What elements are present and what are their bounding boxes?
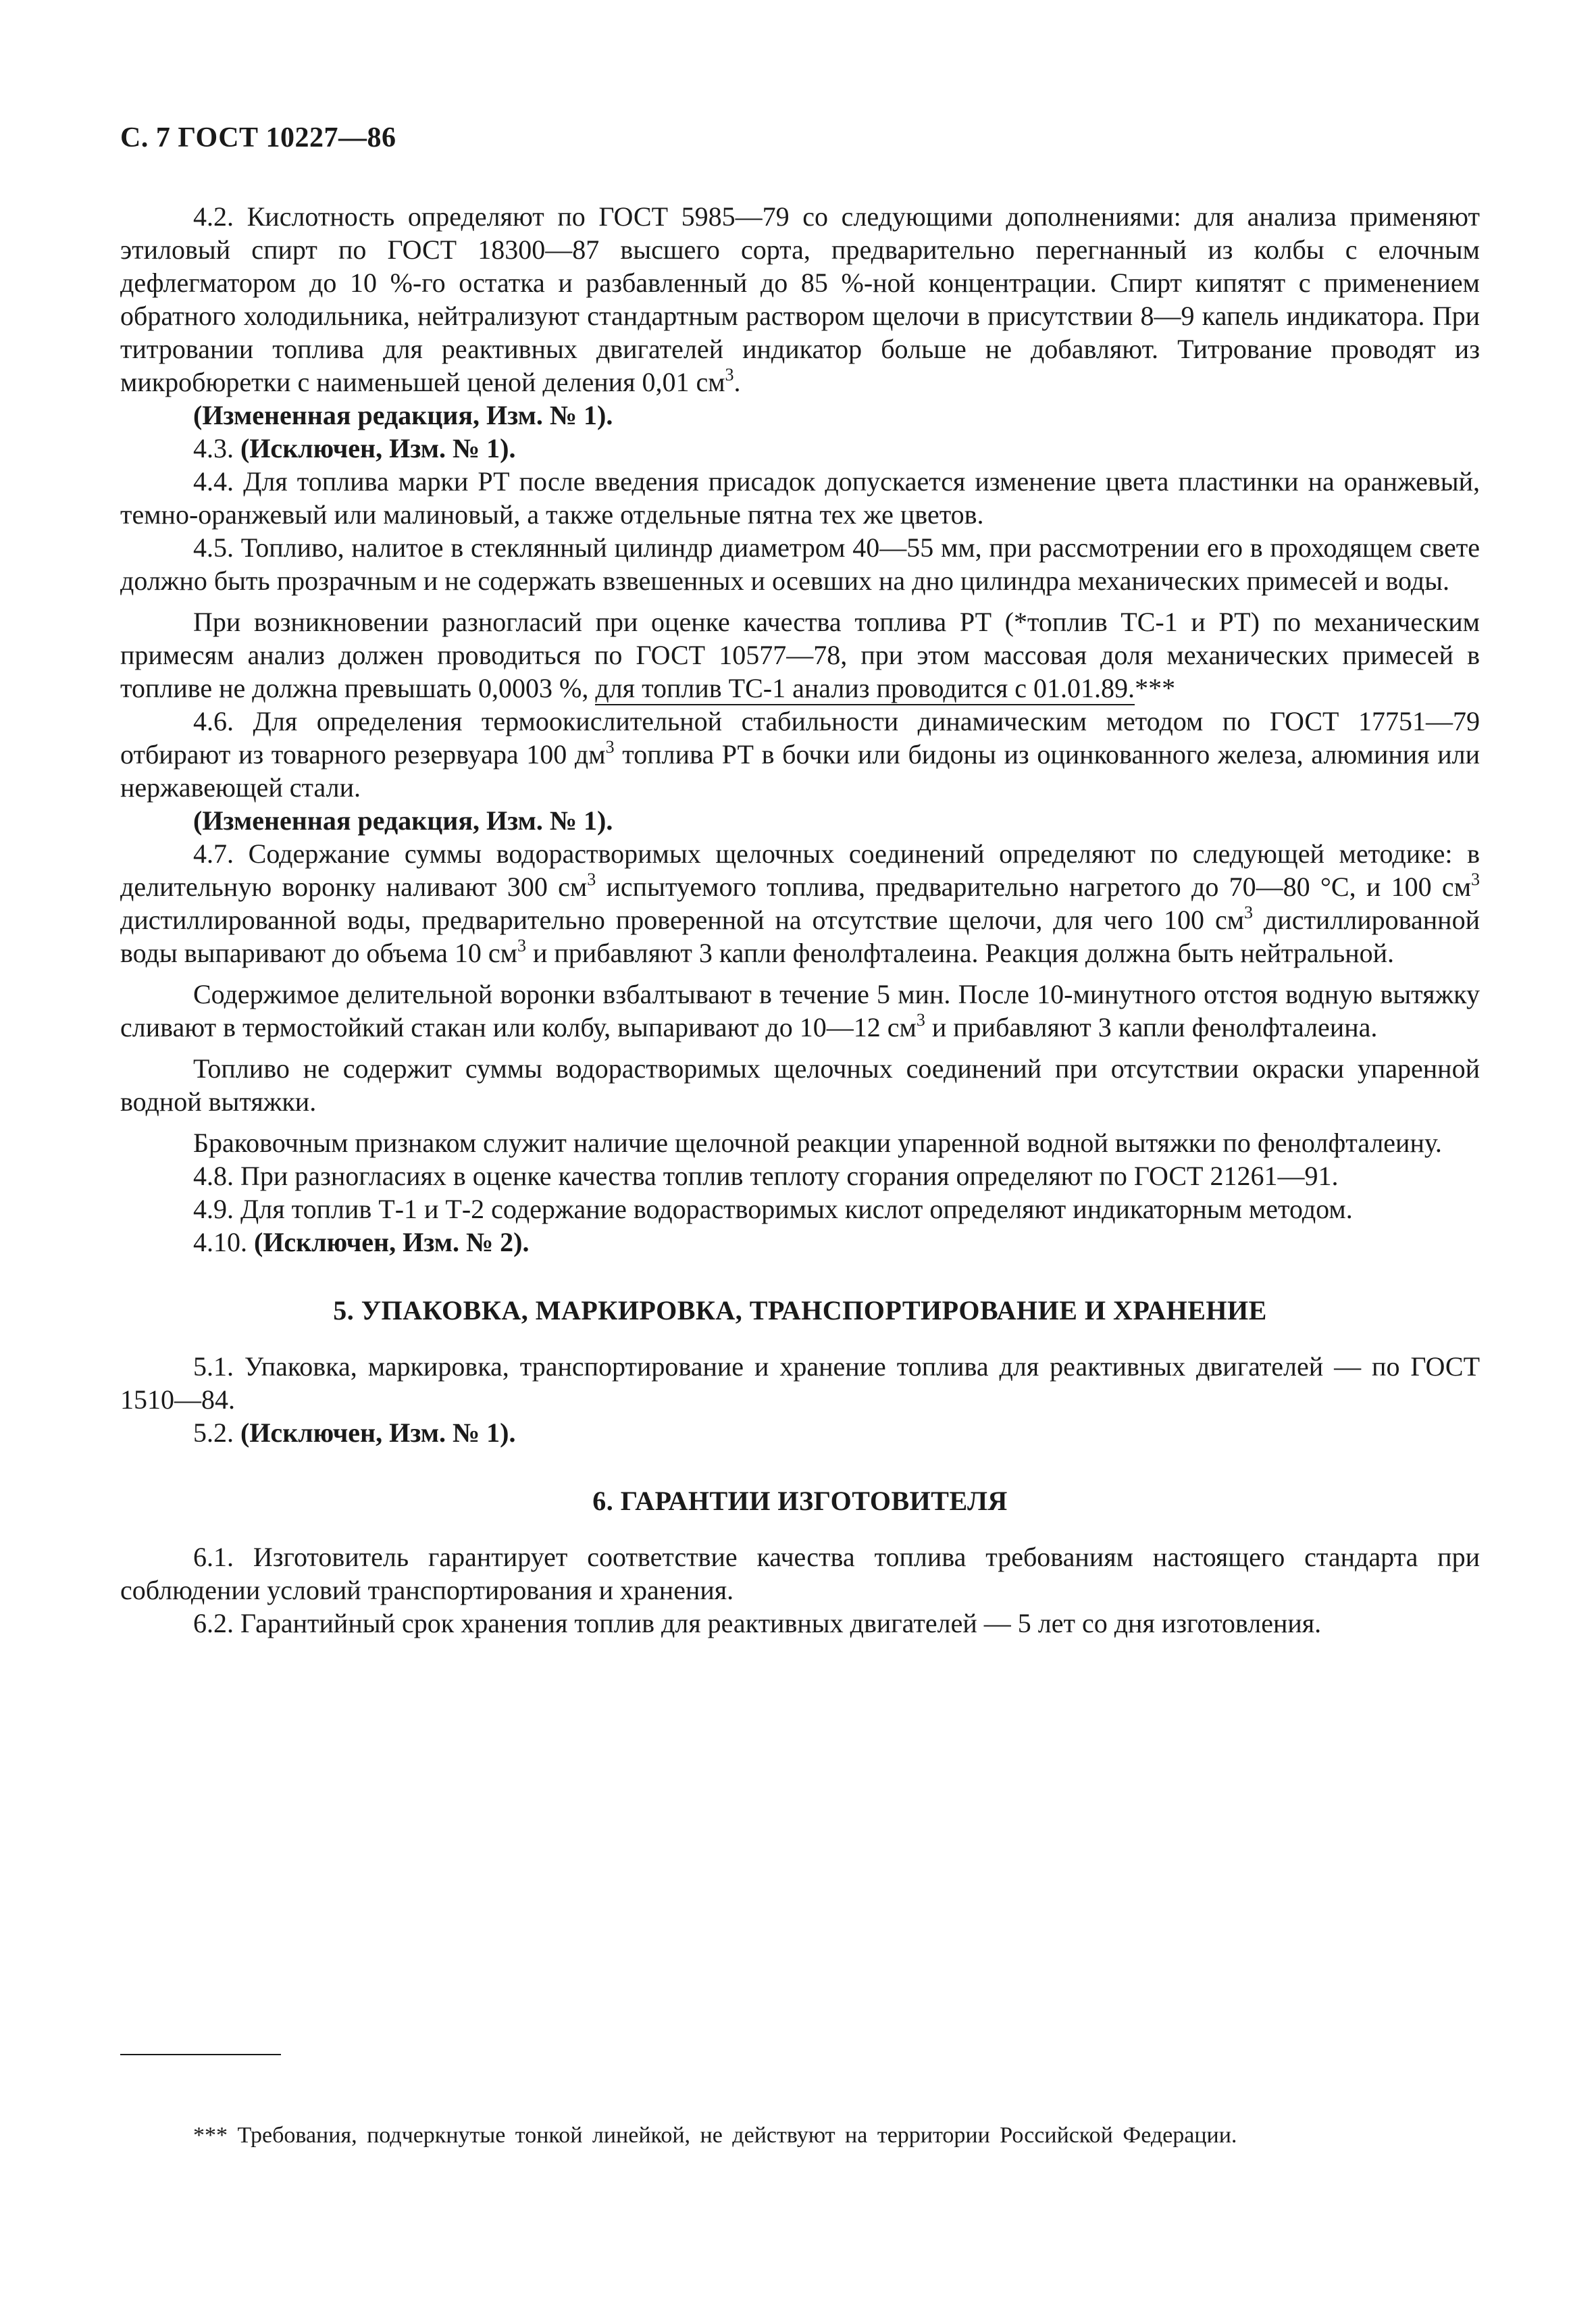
paragraph-4-3: 4.3. (Исключен, Изм. № 1). <box>193 433 516 463</box>
paragraph-4-7: 4.7. Содержание суммы водорастворимых щелочных соединений определяют по следующей методике: в делительную воронку наливают 300 $см^3$ испытуемого топлива, предварительно нагретого до 70—80 °С, и 100 $см^3$ дистиллированной воды, предварительно проверенной на отсутствие щелочи, для чего 100 $см^3$ дистиллированной воды выпаривают до объема 10 $см^3$ и прибавляют 3 капли фенолфталеина. Реакция должна быть нейтральной. <box>120 838 1481 968</box>
paragraph-4-10: 4.10. (Исключен, Изм. № 2). <box>193 1227 530 1257</box>
underlined-requirement: для топлив ТС-1 анализ проводится с 01.01.89. <box>595 673 1135 705</box>
section-6-title: 6. ГАРАНТИИ ИЗГОТОВИТЕЛЯ <box>592 1486 1008 1516</box>
amendment-note: (Измененная редакция, Изм. № 1). <box>193 400 613 430</box>
paragraph-6-2: 6.2. Гарантийный срок хранения топлив для реактивных двигателей — 5 лет со дня изготовления. <box>193 1608 1322 1638</box>
amendment-note: (Измененная редакция, Изм. № 1). <box>193 805 613 836</box>
section-5-title: 5. УПАКОВКА, МАРКИРОВКА, ТРАНСПОРТИРОВАНИЕ И ХРАНЕНИЕ <box>333 1295 1267 1326</box>
paragraph-4-7-shaking: Содержимое делительной воронки взбалтывают в течение 5 мин. После 10-минутного отстоя водную вытяжку сливают в термостойкий стакан или колбу, выпаривают до 10—12 $см^3$ и прибавляют 3 капли фенолфталеина. <box>120 979 1480 1042</box>
paragraph-6-1: 6.1. Изготовитель гарантирует соответствие качества топлива требованиям настоящего стандарта при соблюдении условий транспортирования и хранения. <box>120 1542 1480 1605</box>
paragraph-4-8: 4.8. При разногласиях в оценке качества топлив теплоту сгорания определяют по ГОСТ 21261—91. <box>193 1161 1339 1191</box>
paragraph-4-2: 4.2. Кислотность определяют по ГОСТ 5985—79 со следующими дополнениями: для анализа применяют этиловый спирт по ГОСТ 18300—87 высшего сорта, предварительно перегнанный из колбы с елочным дефлегматором до 10 %-го остатка и разбавленный до 85 %-ной концентрации. Спирт кипятят с применением обратного холодильника, нейтрализуют стандартным раствором щелочи в присутствии 8—9 капель индикатора. При титровании топлива для реактивных двигателей индикатор больше не добавляют. Титрование проводят из микробюретки с наименьшей ценой деления 0,01 $см^3$. <box>120 201 1480 397</box>
paragraph-5-1: 5.1. Упаковка, маркировка, транспортирование и хранение топлива для реактивных двигателей — по ГОСТ 1510—84. <box>120 1351 1480 1415</box>
paragraph-5-2: 5.2. (Исключен, Изм. № 1). <box>193 1417 516 1448</box>
page-header: С. 7 ГОСТ 10227—86 <box>120 122 396 153</box>
paragraph-4-5-disputes: При возникновении разногласий при оценке качества топлива РТ (*топлив ТС-1 и РТ) по механическим примесям анализ должен проводиться по ГОСТ 10577—78, при этом массовая доля механических примесей в топливе не должна превышать 0,0003 %, для топлив ТС-1 анализ проводится с 01.01.89.*** <box>120 605 1480 705</box>
paragraph-4-7-result: Топливо не содержит суммы водорастворимых щелочных соединений при отсутствии окраски упаренной водной вытяжки. <box>120 1053 1480 1117</box>
footnote: *** Требования, подчеркнутые тонкой линейкой, не действуют на территории Российской Федерации. <box>193 2123 1237 2148</box>
paragraph-4-7-reject: Браковочным признаком служит наличие щелочной реакции упаренной водной вытяжки по фенолфталеину. <box>193 1128 1442 1158</box>
document-body <box>120 200 1480 1640</box>
paragraph-4-4: 4.4. Для топлива марки РТ после введения присадок допускается изменение цвета пластинки на оранжевый, темно-оранжевый или малиновый, а также отдельные пятна тех же цветов. <box>120 466 1480 530</box>
footnote-divider <box>120 2054 281 2055</box>
paragraph-4-6: 4.6. Для определения термоокислительной стабильности динамическим методом по ГОСТ 17751—79 отбирают из товарного резервуара 100 $дм^3$ топлива РТ в бочки или бидоны из оцинкованного железа, алюминия или нержавеющей стали. <box>120 706 1480 803</box>
paragraph-4-5: 4.5. Топливо, налитое в стеклянный цилиндр диаметром 40—55 мм, при рассмотрении его в проходящем свете должно быть прозрачным и не содержать взвешенных и осевших на дно цилиндра механических примесей и воды. <box>120 532 1480 596</box>
paragraph-4-9: 4.9. Для топлив Т-1 и Т-2 содержание водорастворимых кислот определяют индикаторным методом. <box>193 1194 1353 1224</box>
